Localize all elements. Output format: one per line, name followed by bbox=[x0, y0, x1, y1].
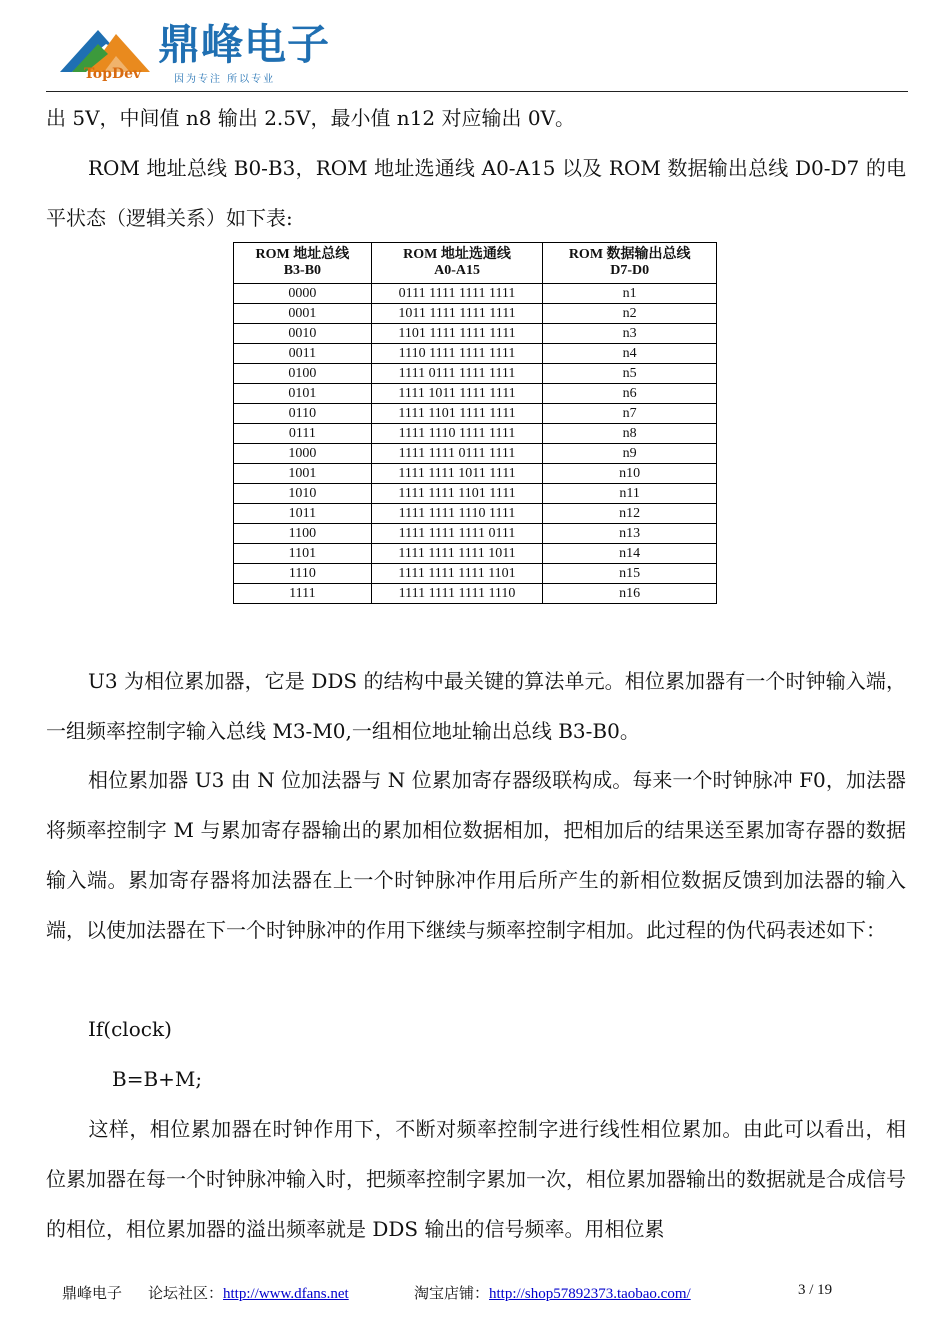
footer-shop: 淘宝店铺：http://shop57892373.taobao.com/ bbox=[414, 1286, 691, 1302]
cell-data: n6 bbox=[543, 384, 717, 404]
table-row bbox=[234, 324, 717, 344]
table-header-row bbox=[234, 243, 717, 284]
cell-data: n13 bbox=[543, 524, 717, 544]
cell-data: n14 bbox=[543, 544, 717, 564]
cell-address: 0101 bbox=[234, 384, 372, 404]
cell-select: 1111 1101 1111 1111 bbox=[371, 404, 543, 424]
cell-data: n8 bbox=[543, 424, 717, 444]
cell-select: 1011 1111 1111 1111 bbox=[371, 304, 543, 324]
table-row bbox=[234, 304, 717, 324]
paragraph-4: 相位累加器 U3 由 N 位加法器与 N 位累加寄存器级联构成。每来一个时钟脉冲 F0，加法器将频率控制字 M 与累加寄存器输出的累加相位数据相加，把相加后的结果送至累加寄存器的数据输入端。累加寄存器将加法器在上一个时钟脉冲作用后所产生的新相位数据反馈到加法器的输入端，以使加法器在下一个时钟脉冲的作用下继续与频率控制字相加。此过程的伪代码表述如下： bbox=[46, 768, 906, 942]
header-divider bbox=[46, 91, 908, 92]
topdev-logo bbox=[58, 22, 358, 86]
cell-data: n11 bbox=[543, 484, 717, 504]
cell-address: 1001 bbox=[234, 464, 372, 484]
cell-address: 1010 bbox=[234, 484, 372, 504]
page-number: 3 / 19 bbox=[798, 1282, 833, 1298]
table-row bbox=[234, 444, 717, 464]
logo-subtitle: TopDev bbox=[84, 66, 142, 82]
table-row bbox=[234, 344, 717, 364]
table-row bbox=[234, 544, 717, 564]
cell-data: n15 bbox=[543, 564, 717, 584]
table-row bbox=[234, 564, 717, 584]
table-row bbox=[234, 364, 717, 384]
code-line-2: B=B+M; bbox=[112, 1067, 203, 1091]
footer-company: 鼎峰电子 bbox=[62, 1286, 123, 1302]
cell-data: n10 bbox=[543, 464, 717, 484]
footer-forum: 论坛社区：http://www.dfans.net bbox=[148, 1286, 349, 1302]
cell-data: n9 bbox=[543, 444, 717, 464]
table-row bbox=[234, 524, 717, 544]
cell-select: 1111 0111 1111 1111 bbox=[371, 364, 543, 384]
cell-select: 1111 1111 1111 1011 bbox=[371, 544, 543, 564]
cell-select: 1110 1111 1111 1111 bbox=[371, 344, 543, 364]
paragraph-2: ROM 地址总线 B0-B3，ROM 地址选通线 A0-A15 以及 ROM 数据输出总线 D0-D7 的电平状态（逻辑关系）如下表: bbox=[46, 156, 906, 230]
cell-select: 1111 1111 1111 1101 bbox=[371, 564, 543, 584]
cell-select: 0111 1111 1111 1111 bbox=[371, 284, 543, 304]
forum-link[interactable]: http://www.dfans.net bbox=[223, 1286, 349, 1302]
cell-data: n5 bbox=[543, 364, 717, 384]
cell-select: 1111 1111 0111 1111 bbox=[371, 444, 543, 464]
page-footer bbox=[62, 1280, 902, 1304]
page-header bbox=[0, 0, 950, 92]
table-row bbox=[234, 384, 717, 404]
shop-link[interactable]: http://shop57892373.taobao.com/ bbox=[489, 1286, 691, 1302]
cell-select: 1111 1111 1101 1111 bbox=[371, 484, 543, 504]
cell-address: 0000 bbox=[234, 284, 372, 304]
cell-select: 1111 1011 1111 1111 bbox=[371, 384, 543, 404]
header-data-bus: ROM 数据输出总线 D7-D0 bbox=[543, 243, 717, 284]
cell-select: 1111 1110 1111 1111 bbox=[371, 424, 543, 444]
cell-address: 0011 bbox=[234, 344, 372, 364]
cell-address: 0111 bbox=[234, 424, 372, 444]
cell-address: 0100 bbox=[234, 364, 372, 384]
cell-address: 0010 bbox=[234, 324, 372, 344]
paragraph-3: U3 为相位累加器，它是 DDS 的结构中最关键的算法单元。相位累加器有一个时钟输入端，一组频率控制字输入总线 M3-M0,一组相位地址输出总线 B3-B0。 bbox=[46, 669, 906, 743]
cell-select: 1101 1111 1111 1111 bbox=[371, 324, 543, 344]
header-address-bus: ROM 地址总线 B3-B0 bbox=[234, 243, 372, 284]
cell-address: 1111 bbox=[234, 584, 372, 604]
table-row bbox=[234, 484, 717, 504]
table-row bbox=[234, 424, 717, 444]
cell-data: n3 bbox=[543, 324, 717, 344]
cell-select: 1111 1111 1111 0111 bbox=[371, 524, 543, 544]
cell-data: n4 bbox=[543, 344, 717, 364]
cell-data: n12 bbox=[543, 504, 717, 524]
cell-select: 1111 1111 1011 1111 bbox=[371, 464, 543, 484]
cell-address: 1100 bbox=[234, 524, 372, 544]
cell-data: n1 bbox=[543, 284, 717, 304]
cell-address: 1011 bbox=[234, 504, 372, 524]
cell-address: 1110 bbox=[234, 564, 372, 584]
header-select-line: ROM 地址选通线 A0-A15 bbox=[371, 243, 543, 284]
table-row bbox=[234, 284, 717, 304]
cell-address: 1000 bbox=[234, 444, 372, 464]
table-body bbox=[234, 284, 717, 604]
paragraph-1: 出 5V，中间值 n8 输出 2.5V，最小值 n12 对应输出 0V。 bbox=[46, 106, 576, 130]
cell-address: 1101 bbox=[234, 544, 372, 564]
table-row bbox=[234, 464, 717, 484]
paragraph-5: 这样，相位累加器在时钟作用下，不断对频率控制字进行线性相位累加。由此可以看出，相位累加器在每一个时钟脉冲输入时，把频率控制字累加一次，相位累加器输出的数据就是合成信号的相位，相位累加器的溢出频率就是 DDS 输出的信号频率。用相位累 bbox=[46, 1117, 906, 1241]
brand-name: 鼎峰电子 bbox=[158, 20, 331, 69]
rom-logic-table bbox=[233, 242, 717, 604]
table-row bbox=[234, 584, 717, 604]
table-row bbox=[234, 404, 717, 424]
slogan: 因为专注 所以专业 bbox=[174, 74, 276, 85]
cell-data: n16 bbox=[543, 584, 717, 604]
cell-data: n7 bbox=[543, 404, 717, 424]
cell-select: 1111 1111 1110 1111 bbox=[371, 504, 543, 524]
cell-select: 1111 1111 1111 1110 bbox=[371, 584, 543, 604]
code-line-1: If(clock) bbox=[88, 1017, 172, 1041]
cell-address: 0001 bbox=[234, 304, 372, 324]
table-row bbox=[234, 504, 717, 524]
cell-data: n2 bbox=[543, 304, 717, 324]
cell-address: 0110 bbox=[234, 404, 372, 424]
